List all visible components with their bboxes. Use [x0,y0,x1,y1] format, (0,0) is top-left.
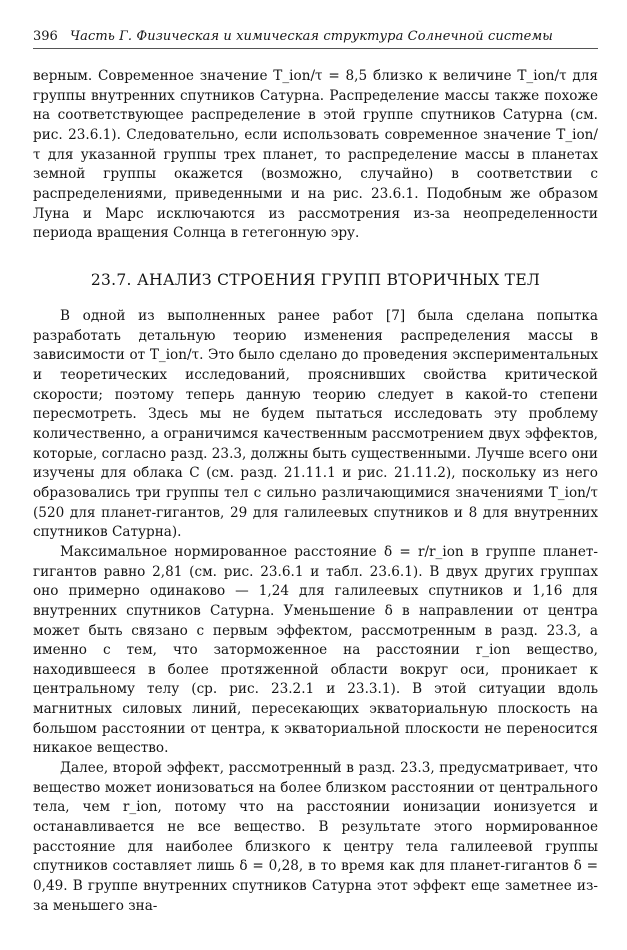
paragraph: Далее, второй эффект, рассмотренный в разд. 23.3, предусматривает, что вещество может ионизоваться на более близком расстоянии от центрального тела, чем r_ion, потому что на расстоянии ионизации ионизуется и останавливается не все вещество. В результате этого нормированное расстояние для наиболее близкого к центру тела галилеевой группы спутников составляет лишь δ = 0,28, в то время как для планет-гигантов δ = 0,49. В группе внутренних спутников Сатурна этот эффект еще заметнее из-за меньшего зна- [33,760,598,914]
section-heading: 23.7. АНАЛИЗ СТРОЕНИЯ ГРУПП ВТОРИЧНЫХ ТЕЛ [90,271,541,289]
paragraph: Максимальное нормированное расстояние δ = r/r_ion в группе планет-гигантов равно 2,81 (см. рис. 23.6.1 и табл. 23.6.1). В двух других группах оно примерно одинаково — 1,24 для галилеевых спутников и 1,16 для внутренних спутников Сатурна. Уменьшение δ в направлении от центра может быть связано с первым эффектом, рассмотренным в разд. 23.3, а именно с тем, что заторможенное на расстоянии r_ion вещество, находившееся в более протяженной области вокруг оси, проникает к центральному телу (ср. рис. 23.2.1 и 23.3.1). В этой ситуации вдоль магнитных силовых линий, пересекающих экваториальную плоскость на большом расстоянии от центра, к экваториальной плоскости не переносится никакое вещество. [33,543,598,757]
running-header [33,28,598,49]
paragraph-continuation: верным. Современное значение T_ion/τ = 8,5 близко к величине T_ion/τ для группы внутренних спутников Сатурна. Распределение массы также похоже на соответствующее распределение в этой группе спутников Сатурна (см. рис. 23.6.1). Следовательно, если использовать современное значение T_ion/τ для указанной группы трех планет, то распределение массы в планетах земной группы окажется (возможно, случайно) в соответствии с распределениями, приведенными и на рис. 23.6.1. Подобным же образом Луна и Марс исключаются из рассмотрения из-за неопределенности периода вращения Солнца в гетегонную эру. [33,68,598,242]
text-block-section [33,307,598,916]
running-title: Часть Г. Физическая и химическая структура Солнечной системы [69,29,553,44]
paragraph: В одной из выполненных ранее работ [7] была сделана попытка разработать детальную теорию изменения распределения массы в зависимости от T_ion/τ. Это было сделано до проведения экспериментальных и теоретических исследований, прояснивших свойства критической скорости; поэтому теперь данную теорию следует в какой-то степени пересмотреть. Здесь мы не будем пытаться исследовать эту проблему количественно, а ограничимся качественным рассмотрением двух эффектов, которые, согласно разд. 23.3, должны быть существенными. Лучше всего они изучены для облака С (см. разд. 21.11.1 и рис. 21.11.2), поскольку из него образовались три группы тел с сильно различающимися значениями T_ion/τ (520 для планет-гигантов, 29 для галилеевых спутников и 8 для внутренних спутников Сатурна). [33,308,598,541]
text-block-top [33,67,598,244]
page-number: 396 [33,29,58,44]
